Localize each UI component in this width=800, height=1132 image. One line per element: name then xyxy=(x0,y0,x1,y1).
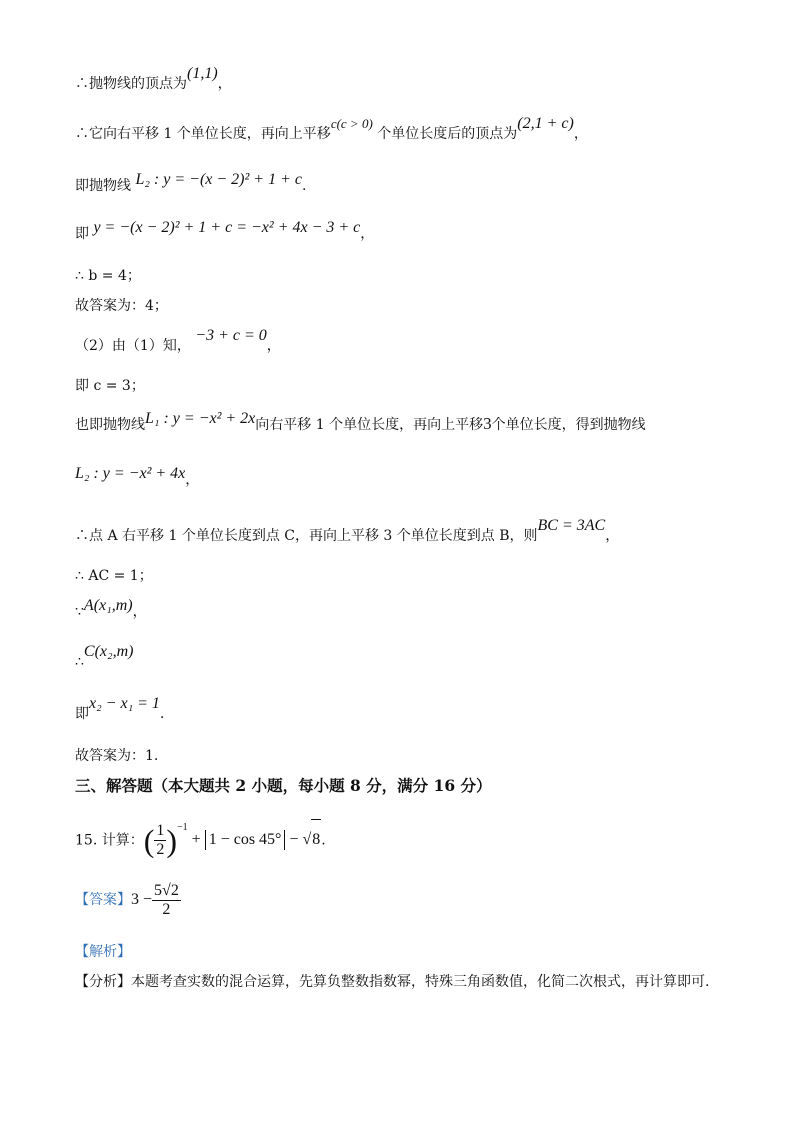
step-ac-value: ∴ AC = 1； xyxy=(75,568,153,584)
step-point-c: ∴C(x₂,m) xyxy=(75,643,134,670)
step-l2-result: L₂ : y = −x² + 4x， xyxy=(75,465,200,488)
l2-equation-math: L₂ : y = −(x − 2)² + 1 + c xyxy=(135,171,302,188)
analysis-text: 【分析】本题考查实数的混合运算，先算负整数指数幂，特殊三角函数值，化简二次根式，再计算即可. xyxy=(75,974,710,990)
l2-result-math: L₂ : y = −x² + 4x xyxy=(75,465,186,482)
step-vertex: ∴抛物线的顶点为(1,1)， xyxy=(75,65,232,92)
step-l1-translate: 也即抛物线L₁ : y = −x² + 2x向右平移 1 个单位长度，再向上平移3个单位长度，得到抛物线 xyxy=(75,410,646,433)
vertex-math: (1,1) xyxy=(187,65,218,82)
analysis-tag: 【解析】 xyxy=(75,944,131,960)
step-point-a: ∵A(x₁,m)， xyxy=(75,597,147,620)
step-c-value: 即 c = 3； xyxy=(75,378,145,394)
translate-c-math: c(c > 0) xyxy=(330,116,373,131)
x-diff-math: x₂ − x₁ = 1 xyxy=(89,695,160,712)
answer-2: 故答案为：1. xyxy=(75,748,159,764)
answer-block: 【答案】3 − $\frac{5√2}{2}$ xyxy=(75,881,179,918)
step-expand: 即 y = −(x − 2)² + 1 + c = −x² + 4x − 3 + c， xyxy=(75,219,375,242)
problem-15-label: 15. 计算： xyxy=(75,832,144,849)
expand-math: y = −(x − 2)² + 1 + c = −x² + 4x − 3 + c xyxy=(93,219,361,236)
point-c-math: C(x₂,m) xyxy=(83,643,134,660)
point-a-math: A(x₁,m) xyxy=(83,597,133,614)
l1-equation-math: L₁ : y = −x² + 2x xyxy=(145,410,256,427)
c-equation-math: −3 + c = 0 xyxy=(195,327,267,344)
step-x-diff: 即x₂ − x₁ = 1. xyxy=(75,695,165,722)
step-points: ∴点 A 右平移 1 个单位长度到点 C，再向上平移 3 个单位长度到点 B，则BC = 3AC， xyxy=(75,517,620,544)
answer-fraction: $\frac{5√2}{2}$ xyxy=(154,881,179,918)
new-vertex-math: (2,1 + c) xyxy=(517,115,574,132)
problem-15-expression: ( $\frac{1}{2}$ )$^{-1}$ + 1 − cos 45° − √8 xyxy=(144,831,322,848)
step-translate: ∴它向右平移 1 个单位长度，再向上平移c(c > 0) 个单位长度后的顶点为(2,1 + c)， xyxy=(75,115,588,142)
answer-1: 故答案为：4； xyxy=(75,298,168,314)
step-b-value: ∴ b = 4； xyxy=(75,268,141,284)
problem-15: 15. 计算：( $\frac{1}{2}$ )$^{-1}$ + 1 − cos 45° − √8. xyxy=(75,816,326,861)
answer-tag: 【答案】 xyxy=(75,892,131,908)
part-2-start: （2）由（1）知， −3 + c = 0， xyxy=(75,327,281,354)
step-l2-equation: 即抛物线 L₂ : y = −(x − 2)² + 1 + c. xyxy=(75,171,307,194)
section-heading: 三、解答题（本大题共 2 小题，每小题 8 分，满分 16 分） xyxy=(75,776,492,795)
bc-ac-math: BC = 3AC xyxy=(537,517,606,534)
